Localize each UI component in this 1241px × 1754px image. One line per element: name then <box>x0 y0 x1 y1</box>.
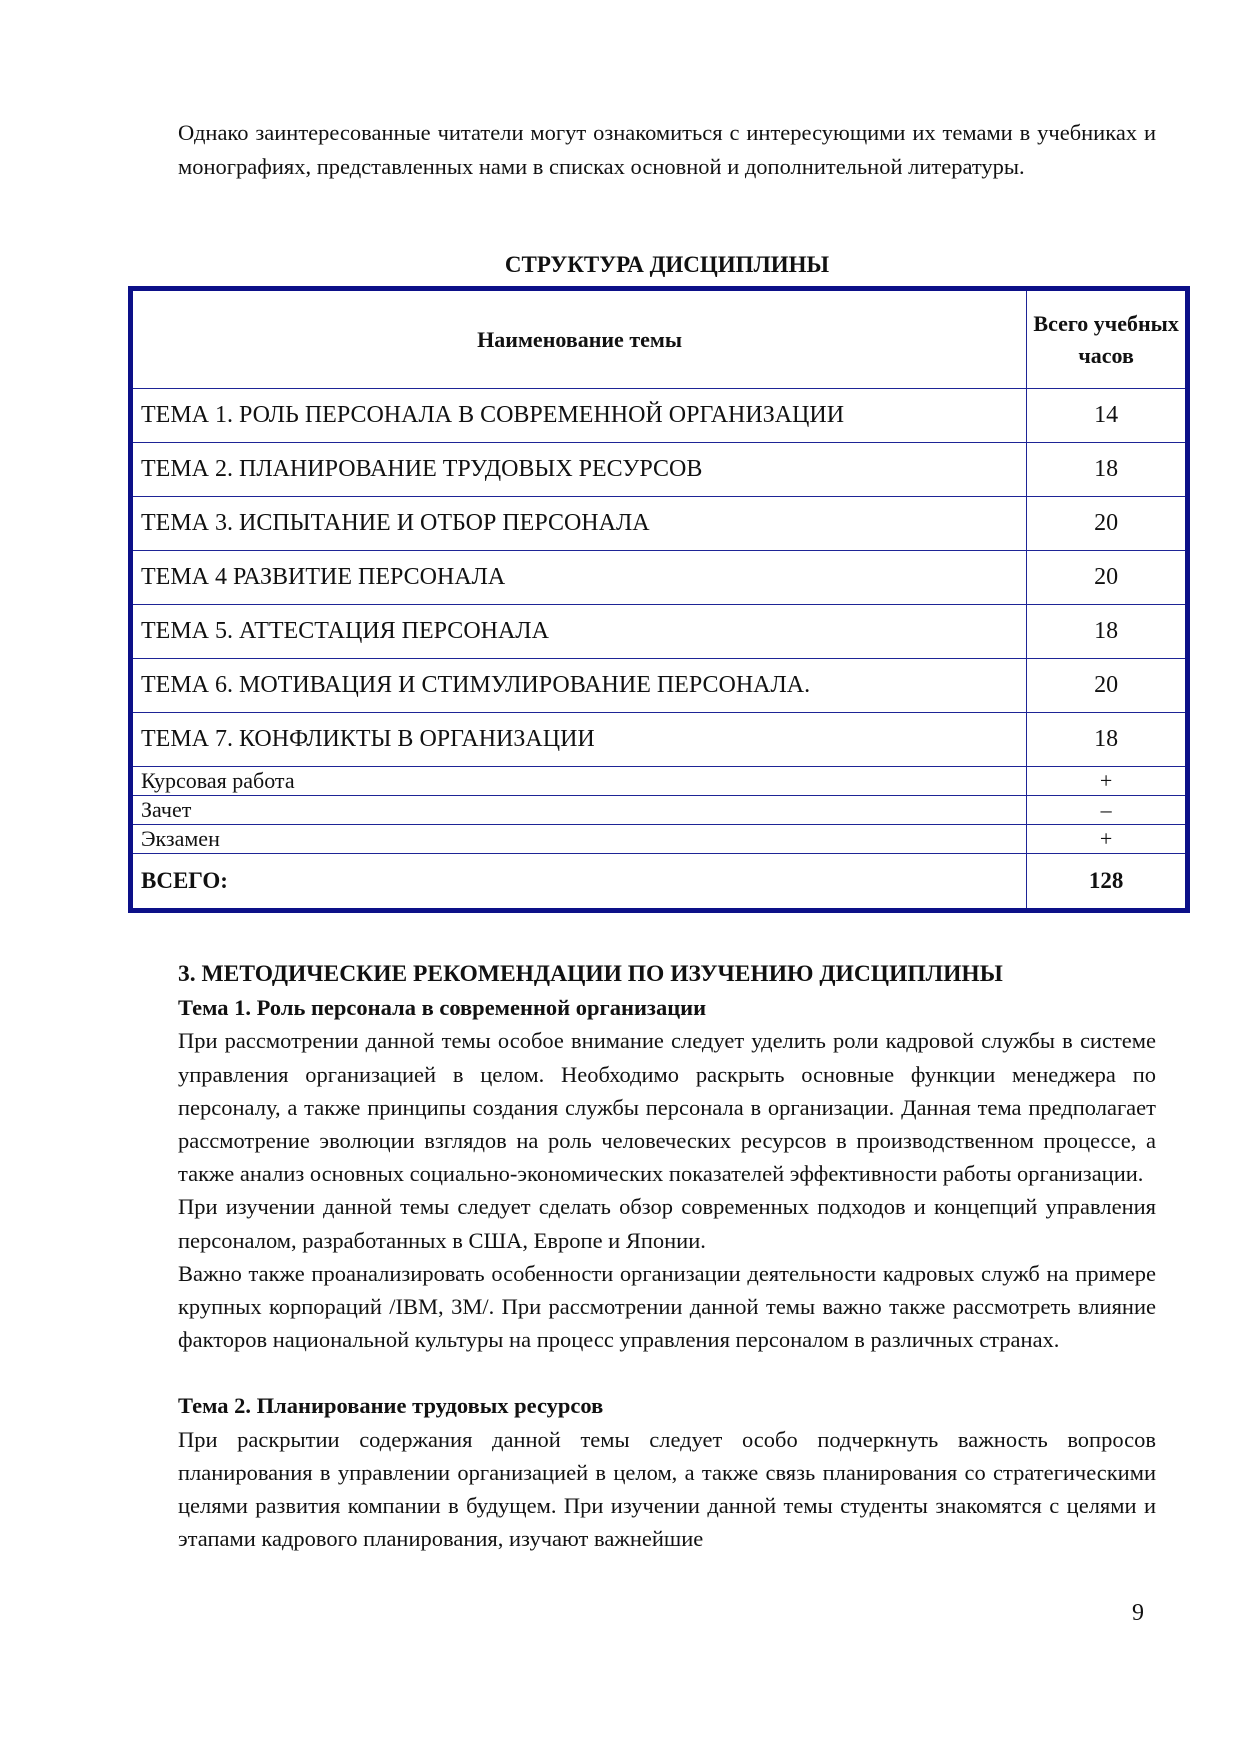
topic-name: ТЕМА 5. АТТЕСТАЦИЯ ПЕРСОНАЛА <box>131 605 1027 659</box>
topic2-title: Тема 2. Планирование трудовых ресурсов <box>178 1393 604 1419</box>
topic-name: ТЕМА 4 РАЗВИТИЕ ПЕРСОНАЛА <box>131 551 1027 605</box>
assessment-name: Зачет <box>131 796 1027 825</box>
assessment-value: + <box>1027 767 1188 796</box>
table-row <box>131 825 1188 854</box>
topic-name: ТЕМА 3. ИСПЫТАНИЕ И ОТБОР ПЕРСОНАЛА <box>131 497 1027 551</box>
topic-name: ТЕМА 2. ПЛАНИРОВАНИЕ ТРУДОВЫХ РЕСУРСОВ <box>131 443 1027 497</box>
topic2-paragraph: При раскрытии содержания данной темы следует особо подчеркнуть важность вопросов планирования в управлении организацией в целом, а также связь планирования со стратегическими целями развития компании в будущем. При изучении данной темы студенты знакомятся с целями и этапами кадрового планирования, изучают важнейшие <box>178 1426 1156 1552</box>
topic-hours: 18 <box>1027 605 1188 659</box>
total-value: 128 <box>1027 854 1188 911</box>
topic-hours: 18 <box>1027 443 1188 497</box>
page-number: 9 <box>1132 1600 1144 1626</box>
topic-name: ТЕМА 1. РОЛЬ ПЕРСОНАЛА В СОВРЕМЕННОЙ ОРГАНИЗАЦИИ <box>131 389 1027 443</box>
topic-hours: 20 <box>1027 659 1188 713</box>
methodical-recommendations-section <box>178 958 1156 1555</box>
topic-hours: 20 <box>1027 497 1188 551</box>
intro-paragraph: Однако заинтересованные читатели могут ознакомиться с интересующими их темами в учебниках и монографиях, представленных нами в списках основной и дополнительной литературы. <box>178 120 1156 179</box>
table-row <box>131 659 1188 713</box>
discipline-structure-table <box>128 286 1190 913</box>
table-row <box>131 767 1188 796</box>
header-hours: Всего учебных часов <box>1027 289 1188 389</box>
assessment-name: Экзамен <box>131 825 1027 854</box>
table-row <box>131 605 1188 659</box>
assessment-name: Курсовая работа <box>131 767 1027 796</box>
table-row <box>131 443 1188 497</box>
topic-hours: 20 <box>1027 551 1188 605</box>
topic-hours: 14 <box>1027 389 1188 443</box>
topic-name: ТЕМА 7. КОНФЛИКТЫ В ОРГАНИЗАЦИИ <box>131 713 1027 767</box>
table-total-row <box>131 854 1188 911</box>
topic1-paragraph: При изучении данной темы следует сделать обзор современных подходов и концепций управления персоналом, разработанных в США, Европе и Японии. <box>178 1194 1156 1253</box>
header-topic-name: Наименование темы <box>131 289 1027 389</box>
table-row <box>131 497 1188 551</box>
topic1-paragraph: Важно также проанализировать особенности организации деятельности кадровых служб на примере крупных корпораций /IBM, 3M/. При рассмотрении данной темы важно также рассмотреть влияние факторов национальной культуры на процесс управления персоналом в различных странах. <box>178 1260 1156 1353</box>
assessment-value: – <box>1027 796 1188 825</box>
table-row <box>131 713 1188 767</box>
section-heading: 3. МЕТОДИЧЕСКИЕ РЕКОМЕНДАЦИИ ПО ИЗУЧЕНИЮ ДИСЦИПЛИНЫ <box>178 961 1003 987</box>
total-label: ВСЕГО: <box>131 854 1027 911</box>
table-row <box>131 389 1188 443</box>
table-title: СТРУКТУРА ДИСЦИПЛИНЫ <box>504 252 830 277</box>
topic1-title: Тема 1. Роль персонала в современной организации <box>178 995 707 1021</box>
table-row <box>131 796 1188 825</box>
table-header-row <box>131 289 1188 389</box>
table-row <box>131 551 1188 605</box>
topic-hours: 18 <box>1027 713 1188 767</box>
assessment-value: + <box>1027 825 1188 854</box>
topic-name: ТЕМА 6. МОТИВАЦИЯ И СТИМУЛИРОВАНИЕ ПЕРСОНАЛА. <box>131 659 1027 713</box>
topic1-paragraph: При рассмотрении данной темы особое внимание следует уделить роли кадровой службы в системе управления организацией в целом. Необходимо раскрыть основные функции менеджера по персоналу, а также принципы создания службы персонала в организации. Данная тема предполагает рассмотрение эволюции взглядов на роль человеческих ресурсов в производственном процессе, а также анализ основных социально-экономических показателей эффективности работы организации. <box>178 1028 1156 1187</box>
